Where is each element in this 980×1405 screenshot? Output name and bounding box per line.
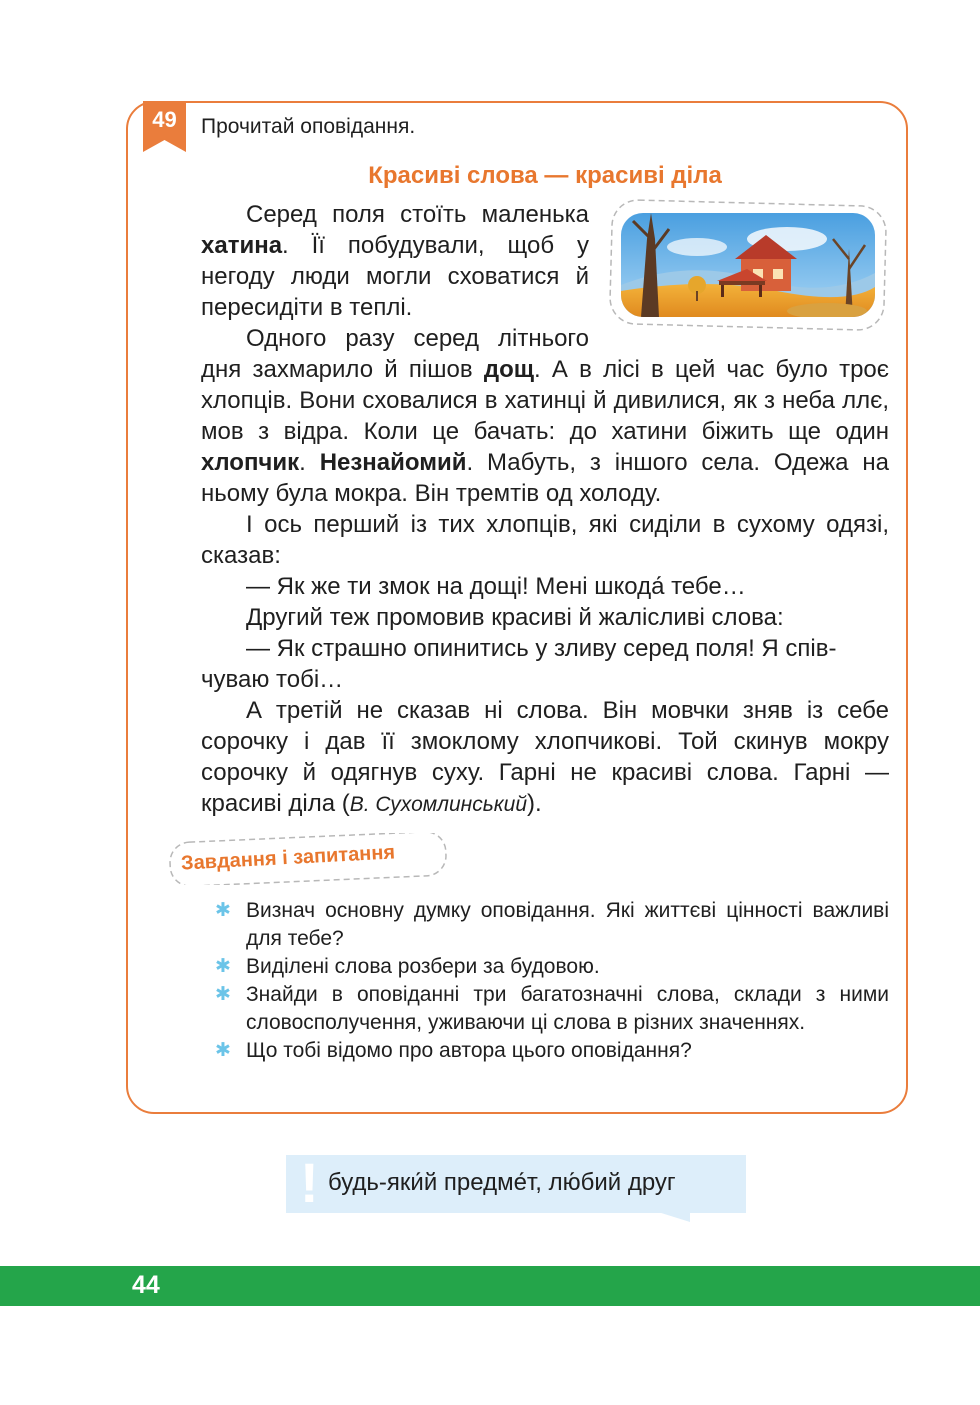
story-text-p7-end: ). — [527, 790, 542, 817]
exclamation-icon: ! — [300, 1151, 319, 1214]
tasks-heading: Завдання і запитання — [180, 841, 396, 875]
list-item — [215, 981, 889, 1037]
story-text-p2-c: . А в лісі в цей час було троє хлопців. Вони сховалися в хатинці й дивилися, як з неба ллє, мов з відра. Коли це бачать: до хатини біжить ще один — [201, 356, 890, 445]
tasks-list — [215, 897, 889, 1065]
page-number: 44 — [132, 1271, 160, 1299]
asterisk-bullet-icon: ✱ — [215, 900, 231, 921]
story-author: В. Сухомлинський — [349, 793, 528, 816]
tasks-heading-label — [167, 833, 449, 885]
story-word-khlopchyk: хлопчик — [201, 449, 300, 476]
story-word-neznaiomyi: Незнайомий — [319, 449, 467, 476]
story-text — [201, 199, 889, 820]
story-paragraph-4: — Як же ти змок на дощі! Мені шкода́ тебе… — [246, 573, 746, 600]
asterisk-bullet-icon: ✱ — [215, 1040, 231, 1061]
asterisk-bullet-icon: ✱ — [215, 984, 231, 1005]
story-text-p2-e: . — [299, 449, 320, 476]
stress-note-text: будь-яки́й предме́т, лю́бий друг — [328, 1169, 676, 1196]
story-word-doshch: дощ — [483, 356, 534, 383]
task-text: Визнач основну думку оповідання. Які життєві цінності важливі для тебе? — [246, 899, 889, 950]
story-paragraph-5: Другий теж промовив красиві й жалісливі слова: — [246, 604, 784, 631]
list-item — [215, 1037, 889, 1065]
exercise-number: 49 — [152, 107, 177, 132]
story-word-hatyna: хатина — [201, 232, 283, 259]
task-text: Що тобі відомо про автора цього оповідання? — [246, 1039, 692, 1062]
story-text-p2-g: . Мабуть, з іншого села. Одежа на ньому була мокра. Він тремтів од холоду. — [201, 449, 889, 507]
story-paragraph-3: І ось перший із тих хлопців, які сиділи в сухому одязі, сказав: — [201, 511, 889, 569]
story-paragraph-6: — Як страшно опинитись у зливу серед поля! Я спів- — [246, 635, 837, 662]
story-text-p1-c: . Її побудували, щоб у негоду люди могли сховатися й пересидіти в теплі. — [201, 232, 589, 321]
list-item — [215, 953, 889, 981]
task-text: Виділені слова розбери за будовою. — [246, 955, 600, 978]
story-text-p1-a: Серед поля стоїть маленька — [246, 201, 589, 228]
task-text: Знайди в оповіданні три багатозначні слова, склади з ними словосполучення, уживаючи ці слова в різних значеннях. — [246, 983, 889, 1034]
story-title: Красиві слова — красиві діла — [368, 162, 722, 189]
story-paragraph-6-continued: чуваю тобі… — [201, 666, 344, 693]
list-item — [215, 897, 889, 953]
story-text-p2-a: Одного разу серед літнього дня захмарило й пішов — [201, 325, 589, 383]
house-illustration — [607, 199, 889, 331]
story-text-p7-a: А третій не сказав ні слова. Він мовчки зняв із себе сорочку і дав її змоклому хлопчикові. Той скинув мокру сорочку й одягнув суху. Гарні не красиві слова. Гарні — красиві діла ( — [201, 697, 889, 817]
exercise-number-badge — [143, 101, 186, 152]
asterisk-bullet-icon: ✱ — [215, 956, 231, 977]
exercise-instruction: Прочитай оповідання. — [201, 115, 416, 138]
stress-note-tail — [658, 1212, 690, 1222]
